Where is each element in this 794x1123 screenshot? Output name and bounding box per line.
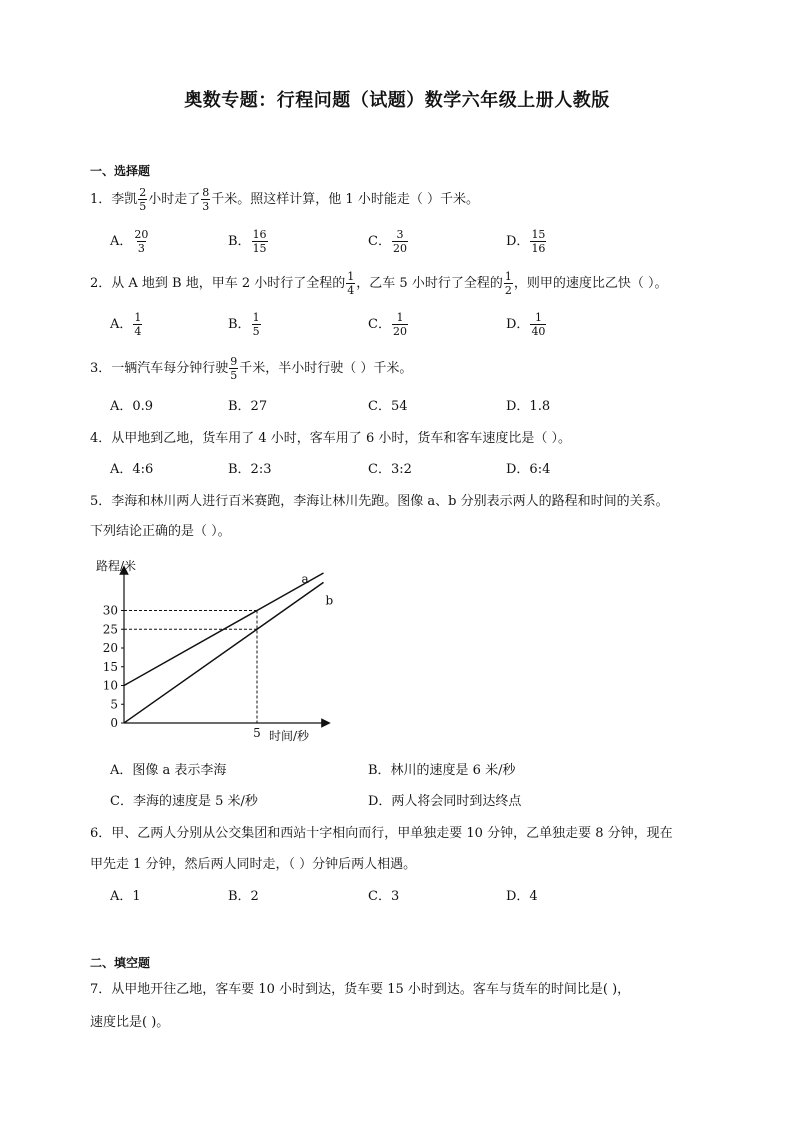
fraction [201, 186, 210, 213]
y-tick-label: 0 [110, 716, 118, 730]
q5-option-d[interactable]: D．两人将会同时到达终点 [368, 794, 522, 809]
numerator: 9 [230, 355, 238, 368]
fraction [133, 228, 149, 255]
y-tick-label: 30 [102, 603, 118, 618]
numerator: 1 [534, 311, 542, 324]
q2-prefix: 2．从 A 地到 B 地，甲车 2 小时行了全程的 [90, 276, 346, 291]
fraction [392, 228, 408, 255]
q3-option-b[interactable]: B．27 [228, 399, 268, 414]
question-6-line1: 6．甲、乙两人分别从公交集团和西站十字相向而行，甲单独走要 10 分钟，乙单独走要 8 分钟，现在 [90, 826, 673, 841]
denominator: 3 [202, 200, 210, 213]
q1-option-a[interactable] [110, 228, 150, 255]
denominator: 16 [531, 242, 546, 255]
x-axis-label: 时间/秒 [269, 729, 310, 743]
y-tick-label: 10 [102, 678, 118, 693]
section-heading-choice: 一、选择题 [90, 164, 151, 178]
fraction [133, 311, 142, 338]
q1-mid: 小时走了 [148, 192, 201, 207]
option-label: A． [110, 234, 133, 249]
q1-suffix: 千米。照这样计算，他 1 小时能走（ ）千米。 [211, 192, 479, 207]
denominator: 20 [392, 325, 407, 338]
fraction [252, 228, 268, 255]
numerator: 1 [504, 270, 512, 283]
numerator: 3 [396, 228, 404, 241]
fraction [504, 270, 513, 297]
denominator: 4 [134, 325, 142, 338]
q1-option-c[interactable] [368, 228, 409, 255]
q3-prefix: 3．一辆汽车每分钟行驶 [90, 361, 229, 376]
denominator: 5 [230, 369, 238, 382]
option-label: B． [228, 317, 251, 332]
x-tick-label: 5 [253, 726, 261, 740]
y-tick-label: 25 [102, 622, 118, 637]
option-label: B． [228, 234, 251, 249]
fraction [530, 228, 546, 255]
question-6-line2: 甲先走 1 分钟，然后两人同时走，（ ）分钟后两人相遇。 [90, 857, 417, 872]
question-2 [90, 270, 667, 297]
question-5-line1: 5．李海和林川两人进行百米赛跑，李海让林川先跑。图像 a、b 分别表示两人的路程和时间的关系。 [90, 494, 669, 509]
fraction [392, 311, 408, 338]
q4-option-d[interactable]: D．6:4 [506, 462, 551, 477]
fraction [138, 186, 147, 213]
numerator: 1 [252, 311, 260, 324]
q3-option-c[interactable]: C．54 [368, 399, 408, 414]
q6-option-d[interactable]: D．4 [506, 889, 538, 904]
denominator: 3 [137, 242, 145, 255]
fraction [346, 270, 355, 297]
question-1 [90, 186, 479, 213]
y-tick-label: 20 [102, 641, 118, 655]
q3-option-d[interactable]: D．1.8 [506, 399, 551, 414]
q2-option-a[interactable] [110, 311, 143, 338]
denominator: 20 [392, 242, 407, 255]
denominator: 40 [531, 325, 546, 338]
numerator: 2 [139, 186, 147, 199]
q6-option-b[interactable]: B．2 [228, 889, 259, 904]
distance-time-chart [88, 556, 348, 746]
numerator: 1 [347, 270, 355, 283]
q1-option-b[interactable] [228, 228, 269, 255]
q6-option-c[interactable]: C．3 [368, 889, 400, 904]
fraction [252, 311, 261, 338]
fraction [229, 355, 238, 382]
option-label: C． [368, 234, 391, 249]
q4-option-b[interactable]: B．2:3 [228, 462, 272, 477]
q3-suffix: 千米，半小时行驶（ ）千米。 [239, 361, 413, 376]
series-label-b: b [325, 593, 334, 608]
q6-option-a[interactable]: A．1 [110, 889, 141, 904]
question-7-line2: 速度比是( )。 [90, 1015, 170, 1030]
question-7-line1: 7．从甲地开往乙地，客车要 10 小时到达，货车要 15 小时到达。客车与货车的时间比是( )， [90, 982, 631, 997]
numerator: 1 [134, 311, 142, 324]
q4-option-c[interactable]: C．3:2 [368, 462, 412, 477]
numerator: 15 [531, 228, 546, 241]
question-5-line2: 下列结论正确的是（ ）。 [90, 524, 231, 539]
option-label: D． [506, 234, 530, 249]
series-line-b [124, 582, 324, 723]
q2-mid: ，乙车 5 小时行了全程的 [356, 276, 503, 291]
question-3 [90, 355, 412, 382]
q2-option-c[interactable] [368, 311, 409, 338]
numerator: 16 [252, 228, 267, 241]
denominator: 15 [252, 242, 267, 255]
page-title: 奥数专题：行程问题（试题）数学六年级上册人教版 [184, 90, 610, 111]
q2-suffix: ，则甲的速度比乙快（ ）。 [513, 276, 668, 291]
q5-option-b[interactable]: B．林川的速度是 6 米/秒 [368, 763, 516, 778]
fraction [530, 311, 546, 338]
series-label-a: a [301, 572, 309, 586]
question-4: 4．从甲地到乙地，货车用了 4 小时，客车用了 6 小时，货车和客车速度比是（ ）。 [90, 431, 571, 446]
q1-prefix: 1．李凯 [90, 192, 138, 207]
y-tick-label: 5 [110, 697, 118, 712]
denominator: 5 [139, 200, 147, 213]
denominator: 4 [347, 284, 355, 297]
q1-option-d[interactable] [506, 228, 547, 255]
q4-option-a[interactable]: A．4:6 [110, 462, 154, 477]
series-line-a [124, 573, 324, 686]
q5-option-c[interactable]: C．李海的速度是 5 米/秒 [110, 794, 258, 809]
section-heading-fill: 二、填空题 [90, 956, 151, 970]
numerator: 20 [134, 228, 149, 241]
option-label: C． [368, 317, 391, 332]
numerator: 1 [396, 311, 404, 324]
option-label: D． [506, 317, 530, 332]
q2-option-d[interactable] [506, 311, 547, 338]
denominator: 5 [252, 325, 260, 338]
y-axis-label: 路程/米 [96, 559, 137, 573]
q2-option-b[interactable] [228, 311, 262, 338]
numerator: 8 [202, 186, 210, 199]
denominator: 2 [504, 284, 512, 297]
option-label: A． [110, 317, 133, 332]
q3-option-a[interactable]: A．0.9 [110, 399, 154, 414]
q5-option-a[interactable]: A．图像 a 表示李海 [110, 763, 227, 778]
y-tick-label: 15 [102, 659, 118, 674]
